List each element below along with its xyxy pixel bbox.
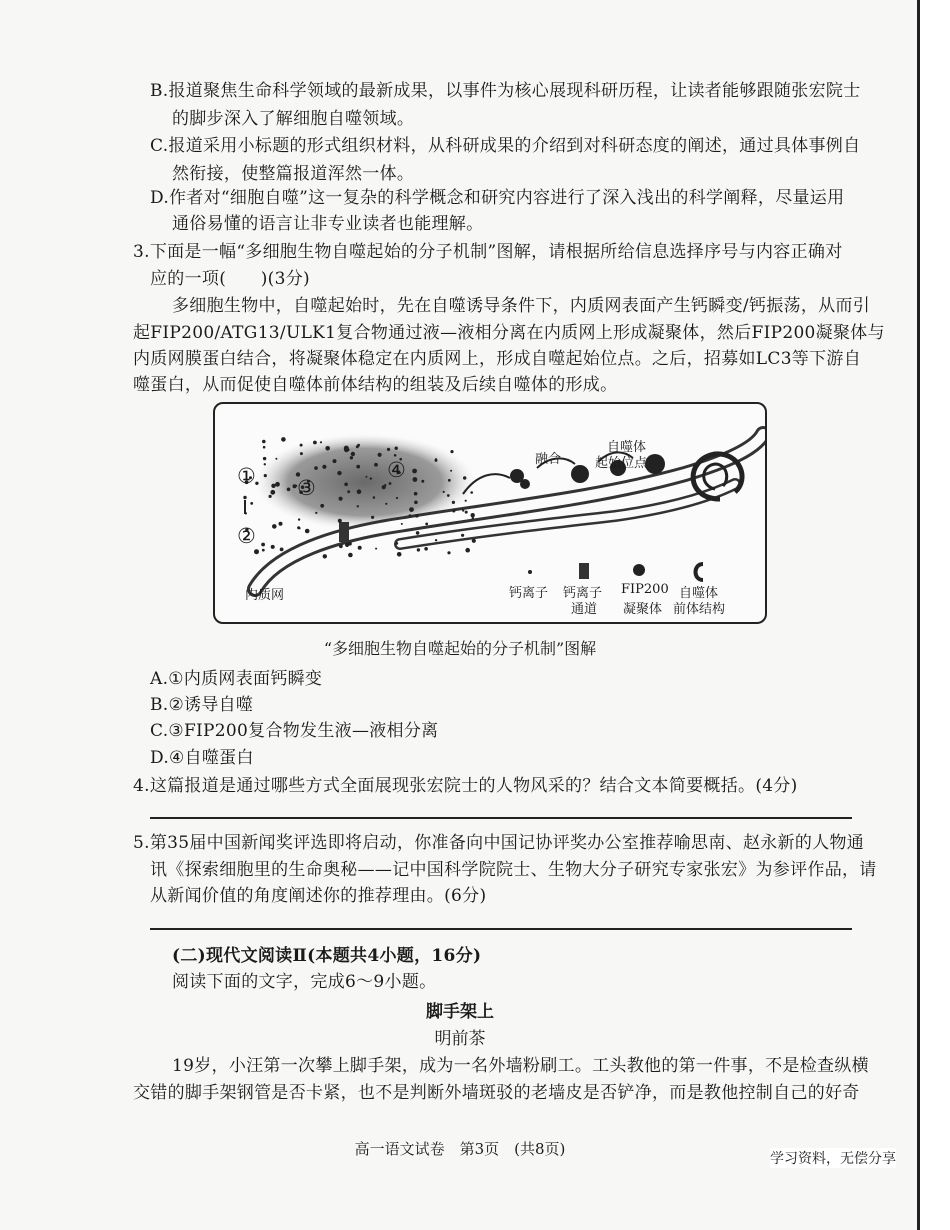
calcium-ion-dot xyxy=(396,497,398,499)
calcium-ion-dot xyxy=(463,476,466,479)
calcium-ion-dot xyxy=(397,552,402,557)
calcium-ion-dot xyxy=(263,457,266,460)
calcium-ion-dot xyxy=(375,548,377,550)
calcium-ion-dot xyxy=(356,465,360,469)
marker-3: ③ xyxy=(297,476,316,500)
q2-option-b-line2: 的脚步深入了解细胞自噬领域。 xyxy=(172,109,415,129)
calcium-ion-dot xyxy=(297,526,300,529)
calcium-ion-dot xyxy=(378,453,382,457)
page-edge xyxy=(917,0,950,1230)
calcium-ion-dot xyxy=(287,488,291,492)
calcium-ion-dot xyxy=(394,454,397,457)
q2-option-c-line1: C.报道采用小标题的形式组织材料，从科研成果的介绍到对科研态度的阐述，通过具体事例自 xyxy=(150,136,861,156)
fusion-label: 融合 xyxy=(535,452,562,467)
calcium-ion-dot xyxy=(323,554,327,558)
q2-option-c-line2: 然衔接，使整篇报道浑然一体。 xyxy=(172,164,415,184)
fip200-condensate xyxy=(520,479,530,489)
calcium-channel xyxy=(339,522,349,542)
q3-passage-line3: 内质网膜蛋白结合，将凝聚体稳定在内质网上，形成自噬起始位点。之后，招募如LC3等下游自 xyxy=(133,349,862,369)
fip200-condensate xyxy=(645,454,665,474)
legend-fip200-symbol xyxy=(633,564,645,576)
calcium-ion-dot xyxy=(447,551,450,554)
calcium-ion-dot xyxy=(250,502,253,505)
calcium-ion-dot xyxy=(416,531,420,535)
calcium-ion-dot xyxy=(350,456,353,459)
calcium-ion-dot xyxy=(396,542,399,545)
legend-precursor-2: 前体结构 xyxy=(673,602,726,617)
calcium-ion-dot xyxy=(270,490,275,495)
calcium-ion-dot xyxy=(300,444,303,447)
calcium-ion-dot xyxy=(414,501,418,505)
calcium-ion-dot xyxy=(333,459,337,463)
er-label: 内质网 xyxy=(245,588,285,603)
marker-4: ④ xyxy=(387,458,406,482)
q3-passage-line4: 噬蛋白，从而促使自噬体前体结构的组装及后续自噬体的形成。 xyxy=(133,375,618,395)
calcium-ion-dot xyxy=(356,445,359,448)
calcium-ion-dot xyxy=(245,512,247,514)
autophagy-diagram xyxy=(213,402,767,624)
calcium-ion-dot xyxy=(414,492,418,496)
calcium-ion-dot xyxy=(348,553,353,558)
calcium-ion-dot xyxy=(450,470,452,472)
calcium-ion-dot xyxy=(263,446,266,449)
q3-option-d: D.④自噬蛋白 xyxy=(150,748,254,768)
calcium-ion-dot xyxy=(472,539,476,543)
calcium-ion-dot xyxy=(374,463,378,467)
q3-option-b: B.②诱导自噬 xyxy=(150,695,254,715)
calcium-ion-dot xyxy=(371,516,374,519)
calcium-ion-dot xyxy=(452,509,455,512)
calcium-ion-dot xyxy=(281,437,286,442)
calcium-ion-dot xyxy=(421,480,424,483)
legend-fip200-1: FIP200 xyxy=(621,582,669,597)
calcium-ion-dot xyxy=(314,466,318,470)
section-heading: (二)现代文阅读Ⅱ(本题共4小题，16分) xyxy=(172,946,482,966)
calcium-ion-dot xyxy=(279,522,283,526)
q3-passage-line2: 起FIP200/ATG13/ULK1复合物通过液—液相分离在内质网上形成凝聚体，然后FIP200凝聚体与 xyxy=(133,323,885,343)
calcium-ion-dot xyxy=(358,546,362,550)
legend-channel-1: 钙离子 xyxy=(563,586,603,601)
legend-channel-symbol xyxy=(579,563,589,579)
site-label-1: 自噬体 xyxy=(607,440,647,455)
calcium-ion-dot xyxy=(425,523,428,526)
q5-stem-line2: 讯《探索细胞里的生命奥秘——记中国科学院院士、生物大分子研究专家张宏》为参评作品，请 xyxy=(150,860,877,880)
q4-stem: 4.这篇报道是通过哪些方式全面展现张宏院士的人物风采的？结合文本简要概括。(4分) xyxy=(133,776,798,796)
calcium-ion-dot xyxy=(339,497,343,501)
calcium-ion-dot xyxy=(320,441,322,443)
site-label-2: 起始位点 xyxy=(595,456,648,471)
marker-2: ② xyxy=(237,524,256,548)
q3-passage-line1: 多细胞生物中，自噬起始时，先在自噬诱导条件下，内质网表面产生钙瞬变/钙振荡，从而引 xyxy=(172,296,871,316)
calcium-ion-dot xyxy=(401,523,403,525)
q2-option-d-line1: D.作者对“细胞自噬”这一复杂的科学概念和研究内容进行了深入浅出的科学阐释，尽量运用 xyxy=(150,188,845,208)
q3-option-c: C.③FIP200复合物发生液—液相分离 xyxy=(150,721,439,741)
calcium-ion-dot xyxy=(275,482,280,487)
calcium-ion-dot xyxy=(337,471,341,475)
legend-channel-2: 通道 xyxy=(571,602,598,617)
calcium-ion-dot xyxy=(471,513,475,517)
calcium-ion-dot xyxy=(450,450,453,453)
calcium-ion-dot xyxy=(373,496,376,499)
calcium-ion-dot xyxy=(300,452,303,455)
article-author: 明前茶 xyxy=(434,1029,486,1049)
calcium-ion-dot xyxy=(269,495,272,498)
calcium-ion-dot xyxy=(452,501,455,504)
calcium-ion-dot xyxy=(447,494,450,497)
calcium-ion-dot xyxy=(412,469,417,474)
calcium-ion-dot xyxy=(409,507,414,512)
calcium-ion-dot xyxy=(389,482,392,485)
legend-calcium-ion-symbol xyxy=(528,570,532,574)
calcium-ion-dot xyxy=(357,489,362,494)
calcium-ion-dot xyxy=(409,514,412,517)
calcium-ion-dot xyxy=(415,514,419,518)
calcium-ion-dot xyxy=(322,465,326,469)
q4-answer-line xyxy=(150,817,852,819)
calcium-ion-dot xyxy=(385,503,387,505)
calcium-ion-dot xyxy=(271,484,275,488)
calcium-ion-dot xyxy=(470,491,473,494)
calcium-ion-dot xyxy=(413,477,418,482)
q5-stem-line3: 从新闻价值的角度阐述你的推荐理由。(6分) xyxy=(150,886,487,906)
calcium-ion-dot xyxy=(262,549,265,552)
calcium-ion-dot xyxy=(387,448,390,451)
calcium-ion-dot xyxy=(315,512,317,514)
calcium-ion-dot xyxy=(305,529,310,534)
calcium-ion-dot xyxy=(325,446,330,451)
q5-stem-line1: 5.第35届中国新闻奖评选即将启动，你准备向中国记协评奖办公室推荐喻思南、赵永新的人物通 xyxy=(133,833,865,853)
calcium-ion-dot xyxy=(254,549,259,554)
fip200-condensate xyxy=(571,465,589,483)
calcium-ion-dot xyxy=(344,483,348,487)
figure-caption: “多细胞生物自噬起始的分子机制”图解 xyxy=(323,639,597,658)
watermark-text: 学习资料，无偿分享 xyxy=(770,1148,896,1168)
calcium-ion-dot xyxy=(351,452,355,456)
calcium-ion-dot xyxy=(243,496,246,499)
calcium-ion-dot xyxy=(472,517,474,519)
q3-option-a: A.①内质网表面钙瞬变 xyxy=(150,669,323,689)
calcium-ion-dot xyxy=(272,524,277,529)
calcium-ion-dot xyxy=(261,543,265,547)
q5-answer-line xyxy=(150,928,852,930)
calcium-ion-dot xyxy=(262,440,266,444)
calcium-ion-dot xyxy=(384,484,386,486)
article-paragraph-line1: 19岁，小汪第一次攀上脚手架，成为一名外墙粉刷工。工头教他的第一件事，不是检查纵横 xyxy=(172,1056,869,1076)
calcium-ion-dot xyxy=(461,534,464,537)
article-title: 脚手架上 xyxy=(426,1002,494,1022)
calcium-ion-dot xyxy=(462,509,464,511)
calcium-ion-dot xyxy=(370,477,372,479)
calcium-ion-dot xyxy=(320,504,324,508)
marker-1: ① xyxy=(237,464,256,488)
q2-option-b-line1: B.报道聚焦生命科学领域的最新成果，以事件为核心展现科研历程，让读者能够跟随张宏院士 xyxy=(150,81,861,101)
calcium-ion-dot xyxy=(435,459,438,462)
calcium-ion-dot xyxy=(345,543,349,547)
calcium-ion-dot xyxy=(280,548,284,552)
calcium-ion-dot xyxy=(298,518,300,520)
legend-precursor-1: 自噬体 xyxy=(679,586,719,601)
calcium-ion-dot xyxy=(465,500,467,502)
q3-stem-line2: 应的一项( )(3分) xyxy=(150,269,310,289)
calcium-ion-dot xyxy=(465,511,468,514)
q3-stem-line1: 3.下面是一幅“多细胞生物自噬起始的分子机制”图解，请根据所给信息选择序号与内容正确对 xyxy=(133,242,843,262)
calcium-ion-dot xyxy=(338,519,342,523)
legend-fip200-2: 凝聚体 xyxy=(623,602,663,617)
q2-option-d-line2: 通俗易懂的语言让非专业读者也能理解。 xyxy=(172,214,484,234)
calcium-ion-dot xyxy=(264,474,267,477)
page-footer: 高一语文试卷 第3页 (共8页) xyxy=(354,1140,566,1158)
article-paragraph-line2: 交错的脚手架钢管是否卡紧，也不是判断外墙斑驳的老墙皮是否铲净，而是教他控制自己的好奇 xyxy=(133,1083,860,1103)
calcium-ion-dot xyxy=(357,505,359,507)
section-instruction: 阅读下面的文字，完成6～9小题。 xyxy=(172,972,437,992)
calcium-ion-dot xyxy=(365,476,367,478)
calcium-ion-dot xyxy=(465,548,470,553)
calcium-ion-dot xyxy=(344,446,349,451)
calcium-ion-dot xyxy=(448,479,451,482)
calcium-ion-dot xyxy=(313,441,317,445)
calcium-ion-dot xyxy=(424,547,428,551)
calcium-ion-dot xyxy=(395,447,398,450)
calcium-ion-dot xyxy=(264,463,266,465)
calcium-ion-dot xyxy=(417,548,420,551)
calcium-ion-dot xyxy=(347,490,350,493)
calcium-ion-dot xyxy=(339,544,343,548)
legend-calcium-ion: 钙离子 xyxy=(509,586,549,601)
calcium-ion-dot xyxy=(443,491,445,493)
legend-precursor-symbol xyxy=(696,564,704,580)
calcium-ion-dot xyxy=(271,545,275,549)
calcium-ion-dot xyxy=(435,539,437,541)
calcium-ion-dot xyxy=(275,458,277,460)
